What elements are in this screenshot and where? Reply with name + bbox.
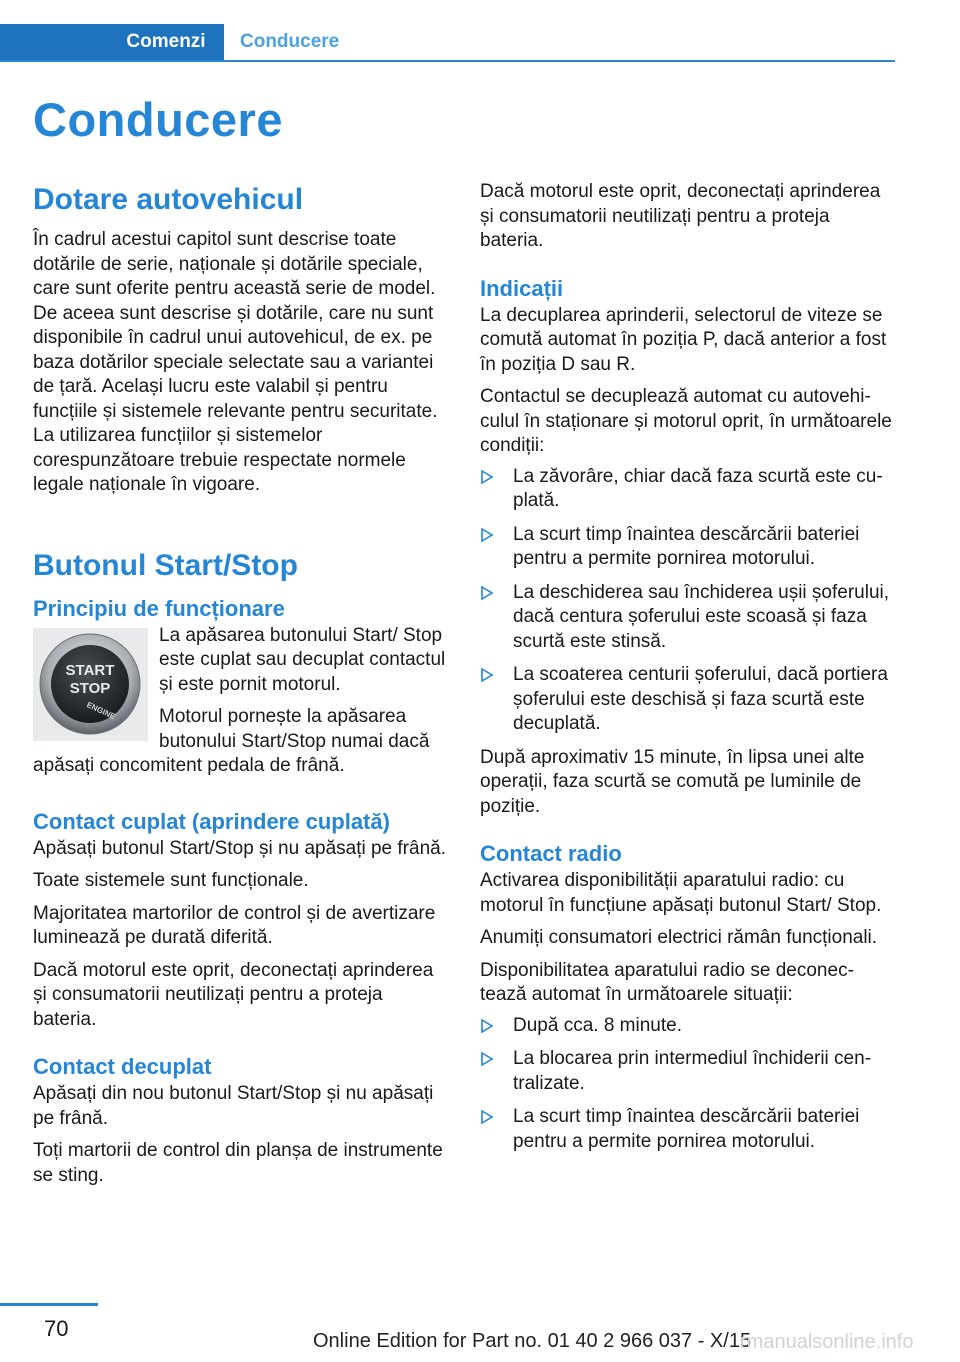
tab-comenzi[interactable]: Comenzi: [108, 24, 224, 60]
paragraph-cuplat-4: Dacă motorul este oprit, deconectați aprinderea și consumatorii neutilizați pentru a proteja bateria.: [33, 959, 434, 1030]
right-column: [480, 180, 894, 1163]
button-label-stop: STOP: [69, 679, 111, 697]
tab-lead-bar: [0, 24, 108, 60]
triangle-bullet-icon: [480, 667, 494, 683]
list-item: [480, 1014, 894, 1039]
paragraph-dotare: În cadrul acestui capitol sunt descrise toate dotările de serie, naționale și dotările speciale, care sunt oferite pentru această serie de model. De aceea sunt descrise și dotările, care nu sunt disponibile în cadrul unui autovehicul, de ex. pe baza dotărilor speciale selectate sau a variantei de țară. Același lucru este valabil și pentru funcțiile și sistemele relevante pentru securitate. La utilizarea funcțiilor și sistemelor corespunzătoare trebuie respectate normele legale naționale în vigoare.: [33, 229, 438, 495]
paragraph-radio-1: Activarea disponibilității aparatului radio: cu motorul în funcțiune apăsați butonul Start/ Stop.: [480, 870, 882, 916]
subsection-title-indicatii: Indicații: [480, 275, 564, 301]
subsection-title-contact-radio: Contact radio: [480, 841, 622, 866]
paragraph-principiu-2: Motorul pornește la apăsarea butonului Start/Stop numai dacă apăsați concomitent pedala de frână.: [33, 706, 430, 776]
paragraph-cuplat-2: Toate sistemele sunt funcționale.: [33, 870, 309, 891]
paragraph-indicatii-2: Contactul se decuplează automat cu autovehiculul în staționare și motorul oprit, în următoarele condiții:: [480, 386, 892, 456]
paragraph-decuplat-2: Toți martorii de control din planșa de instrumente se sting.: [33, 1140, 443, 1186]
list-item-text: La zăvorâre, chiar dacă faza scurtă este cuplată.: [513, 465, 883, 511]
paragraph-radio-2: Anumiți consumatori electrici rămân funcționali.: [480, 927, 878, 948]
paragraph-intro-right: Dacă motorul este oprit, deconectați aprinderea și consumatorii neutilizați pentru a proteja bateria.: [480, 181, 881, 251]
paragraph-cuplat-1: Apăsați butonul Start/Stop și nu apăsați pe frână.: [33, 837, 446, 859]
paragraph-indicatii-3: După aproximativ 15 minute, în lipsa unei alte operații, faza scurtă se comută pe luminile de poziție.: [480, 746, 865, 817]
bullet-list-indicatii: [480, 465, 894, 737]
triangle-bullet-icon: [480, 1051, 494, 1067]
subsection-title-principiu: Principiu de funcționare: [33, 595, 285, 621]
tab-conducere[interactable]: Conducere: [240, 31, 340, 52]
footer-rule: [0, 1303, 98, 1306]
start-stop-button-image: [33, 628, 148, 741]
section-title-start-stop: Butonul Start/Stop: [33, 548, 298, 582]
triangle-bullet-icon: [480, 585, 494, 601]
list-item-text: După cca. 8 minute.: [513, 1014, 682, 1036]
list-item-text: La scurt timp înaintea descărcării bateriei pentru a permite pornirea motorului.: [513, 523, 860, 569]
list-item-text: La scoaterea centurii șoferului, dacă portiera șoferului este deschisă și faza scurtă este decuplată.: [513, 664, 888, 734]
section-title-dotare: Dotare autovehicul: [33, 183, 304, 216]
list-item: [480, 1047, 894, 1096]
button-label-engine: ENGINE: [85, 699, 117, 721]
bullet-list-radio: [480, 1014, 894, 1155]
paragraph-radio-3: Disponibilitatea aparatului radio se deconectează automat în următoarele situații:: [480, 959, 854, 1005]
list-item: [480, 663, 894, 737]
subsection-title-contact-decuplat: Contact decuplat: [33, 1054, 212, 1079]
page-number: 70: [44, 1316, 69, 1341]
paragraph-cuplat-3: Majoritatea martorilor de control și de avertizare luminează pe durată diferită.: [33, 902, 436, 948]
chapter-title: Conducere: [33, 93, 283, 146]
paragraph-decuplat-1: Apăsați din nou butonul Start/Stop și nu apăsați pe frână.: [33, 1083, 434, 1129]
list-item: [480, 581, 894, 655]
subsection-title-contact-cuplat: Contact cuplat (aprindere cuplată): [33, 808, 390, 834]
watermark: rmanualsonline.info: [740, 1331, 914, 1353]
triangle-bullet-icon: [480, 1018, 494, 1034]
list-item-text: La scurt timp înaintea descărcării bateriei pentru a permite pornirea motorului.: [513, 1106, 860, 1152]
left-column: [33, 180, 447, 1188]
edition-line: Online Edition for Part no. 01 40 2 966 037 - X/15: [313, 1330, 752, 1352]
triangle-bullet-icon: [480, 1109, 494, 1125]
paragraph-indicatii-1: La decuplarea aprinderii, selectorul de viteze se comută automat în poziția P, dacă anterior a fost în poziția D sau R.: [480, 304, 887, 375]
list-item: [480, 1105, 894, 1154]
triangle-bullet-icon: [480, 527, 494, 543]
list-item-text: La blocarea prin intermediul închiderii centralizate.: [513, 1048, 872, 1094]
list-item-text: La deschiderea sau închiderea ușii șoferului, dacă centura șoferului este scoasă și faza scurtă este stinsă.: [513, 581, 890, 652]
paragraph-principiu-1: La apăsarea butonului Start/ Stop este cuplat sau decuplat contactul și este pornit motorul.: [159, 624, 446, 695]
list-item: [480, 465, 894, 514]
start-stop-button-icon: [33, 628, 148, 741]
button-label-start: START: [65, 661, 115, 679]
triangle-bullet-icon: [480, 469, 494, 485]
header-tabbar: [0, 24, 895, 62]
list-item: [480, 523, 894, 572]
